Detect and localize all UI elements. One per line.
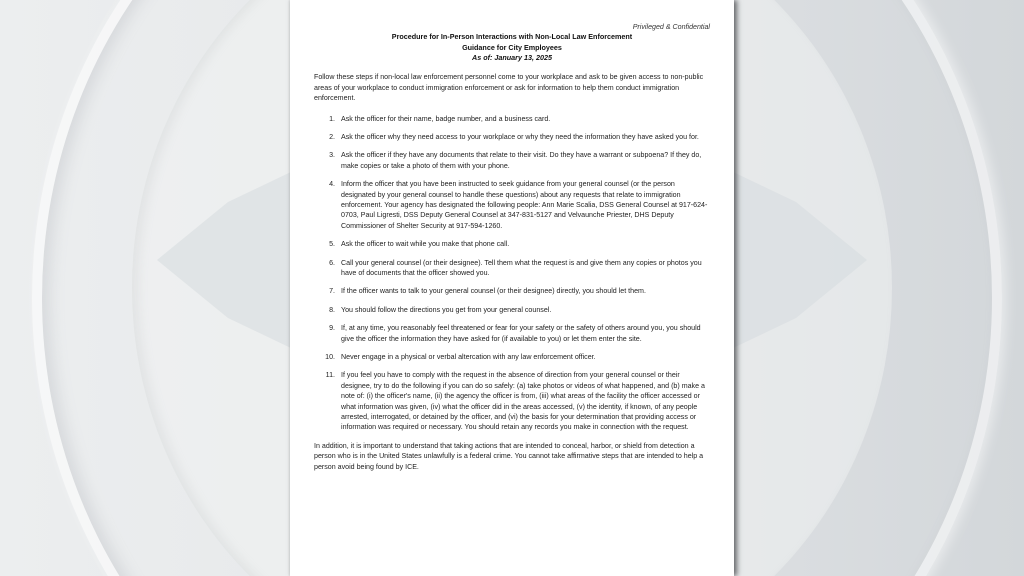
step-text: Never engage in a physical or verbal altercation with any law enforcement officer.: [341, 353, 596, 362]
list-item: [314, 286, 710, 296]
intro-paragraph: Follow these steps if non-local law enforcement personnel come to your workplace and ask to be given access to non-public areas of your workplace to conduct immigration enforcement or ask for information to help them conduct immigration enforcement.: [314, 73, 704, 103]
step-number: 10.: [325, 353, 335, 362]
step-number: 2.: [329, 132, 335, 141]
list-item: [314, 179, 710, 231]
list-item: [314, 132, 710, 142]
step-text: If, at any time, you reasonably feel threatened or fear for your safety or the safety of others around you, you should give the officer the information they have asked for (if available to you) or let them enter the site.: [341, 324, 701, 343]
list-item: [314, 323, 710, 344]
step-text: Ask the officer for their name, badge number, and a business card.: [341, 114, 551, 123]
document-subtitle: Guidance for City Employees: [462, 42, 562, 52]
step-number: 8.: [329, 305, 335, 314]
step-text: If you feel you have to comply with the request in the absence of direction from your general counsel or their designee, try to do the following if you can do so safely: (a) take photos or videos of what happened, and (b) make a note of: (i) the officer's name, (ii) the agency the officer is from, (iii) what areas of the facility the officer accessed or what information was given, (iv) what the officer did in the areas accessed, (v) the identity, if known, of any people arrested, interrogated, or detained by the officer, and (vi) the basis for your determination that providing access or information was required or necessary. You should retain any records you make in connection with the request.: [341, 371, 705, 432]
document-header: [314, 32, 710, 63]
list-item: [314, 305, 710, 315]
document-date: As of: January 13, 2025: [472, 53, 552, 62]
closing-paragraph: In addition, it is important to understand that taking actions that are intended to conceal, harbor, or shield from detection a person who is in the United States unlawfully is a federal crime. You cannot take affirmative steps that are intended to help a person avoid being found by ICE.: [314, 441, 704, 471]
step-number: 6.: [329, 258, 335, 267]
step-text: Ask the officer if they have any documents that relate to their visit. Do they have a warrant or subpoena? If they do, make copies or take a photo of them with your phone.: [341, 151, 702, 170]
step-number: 11.: [325, 371, 335, 380]
confidentiality-label: Privileged & Confidential: [632, 23, 710, 31]
step-text: Ask the officer why they need access to your workplace or why they need the information they have asked you for.: [341, 132, 699, 141]
steps-list: [314, 114, 710, 433]
step-text: You should follow the directions you get from your general counsel.: [341, 305, 552, 314]
step-number: 1.: [329, 114, 335, 123]
list-item: [314, 150, 710, 171]
document-page: [290, 0, 734, 576]
step-number: 3.: [329, 151, 335, 160]
list-item: [314, 352, 710, 362]
step-number: 9.: [329, 324, 335, 333]
document-title: Procedure for In-Person Interactions with Non-Local Law Enforcement: [391, 32, 633, 42]
step-text: Call your general counsel (or their designee). Tell them what the request is and give them any copies or photos you have of documents that the officer showed you.: [341, 258, 702, 277]
list-item: [314, 258, 710, 279]
step-text: If the officer wants to talk to your general counsel (or their designee) directly, you should let them.: [341, 287, 646, 296]
step-number: 5.: [329, 240, 335, 249]
step-number: 4.: [329, 180, 335, 189]
step-number: 7.: [329, 287, 335, 296]
list-item: [314, 239, 710, 249]
list-item: [314, 114, 710, 124]
step-text: Ask the officer to wait while you make that phone call.: [341, 240, 510, 249]
list-item: [314, 370, 710, 432]
step-text: Inform the officer that you have been instructed to seek guidance from your general counsel (or the person designated by your general counsel to handle these questions) about any requests that relate to immigration enforcement. Your agency has designated the following people: Ann Marie Scalia, DSS General Counsel at 917-624-0703, Paul Ligresti, DSS Deputy General Counsel at 347-831-5127 and Velvaunche Priester, DHS Deputy Commissioner of Shelter Security at 917-594-1260.: [341, 180, 708, 230]
